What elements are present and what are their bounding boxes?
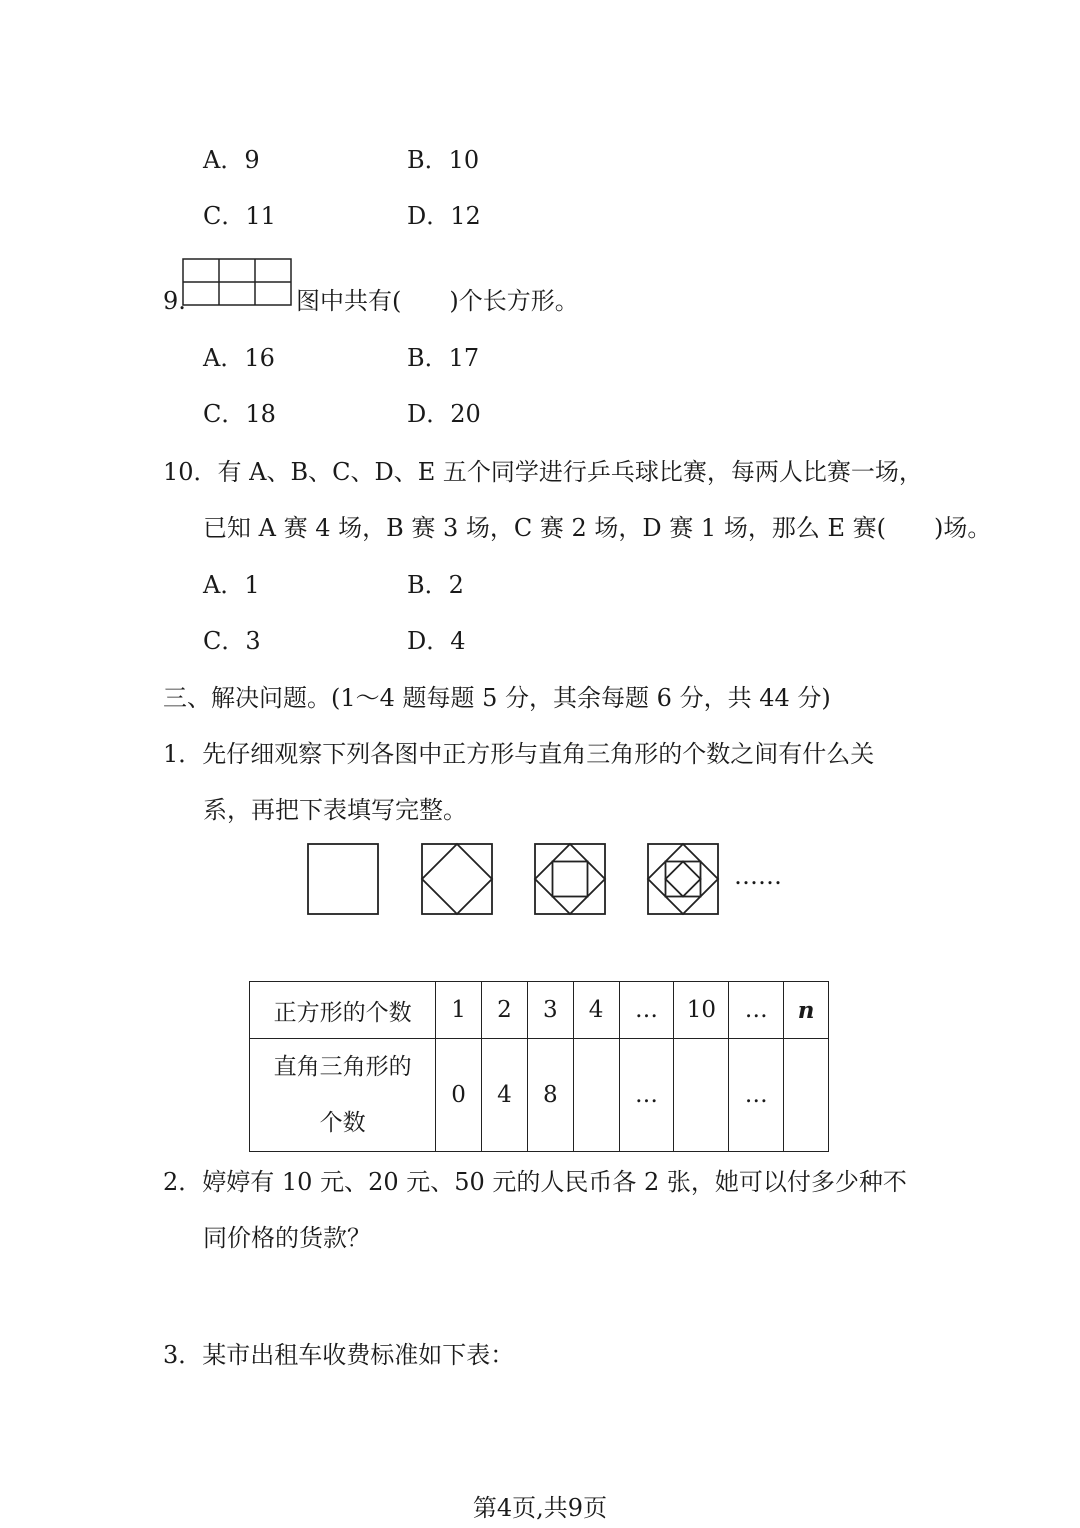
q8-option-c: C．11	[203, 202, 276, 230]
table-cell: …	[619, 982, 674, 1039]
table-cell: n	[784, 982, 829, 1039]
table-cell	[573, 1039, 619, 1152]
table-cell: …	[729, 982, 784, 1039]
table-cell: 10	[674, 982, 729, 1039]
q8-option-a: A．9	[203, 146, 260, 174]
q9-option-a: A．16	[203, 344, 275, 372]
q8-option-b: B．10	[407, 146, 480, 174]
table-cell	[784, 1039, 829, 1152]
p2-line1: 2．婷婷有 10 元、20 元、50 元的人民币各 2 张，她可以付多少种不	[163, 1168, 907, 1196]
q10-option-a: A．1	[203, 571, 260, 599]
row2-header-line2: 个数	[319, 1110, 366, 1136]
table-cell: 4	[573, 982, 619, 1039]
rectangle-grid-figure	[182, 258, 294, 308]
table-row	[250, 982, 829, 1039]
table-cell: …	[729, 1039, 784, 1152]
q9-option-b: B．17	[407, 344, 480, 372]
table-cell: 0	[436, 1039, 482, 1152]
q10-line2: 已知 A 赛 4 场，B 赛 3 场，C 赛 2 场，D 赛 1 场，那么 E 赛( )场。	[203, 514, 992, 542]
q10-line1: 10．有 A、B、C、D、E 五个同学进行乒乓球比赛，每两人比赛一场，	[163, 458, 923, 486]
q8-option-d: D．12	[407, 202, 481, 230]
p2-line2: 同价格的货款？	[203, 1224, 371, 1252]
square-figure-2	[420, 842, 496, 916]
square-triangle-table	[249, 981, 829, 1152]
q9-option-c: C．18	[203, 400, 276, 428]
q9-option-d: D．20	[407, 400, 481, 428]
row2-header-line1: 直角三角形的	[273, 1054, 412, 1080]
p1-line1: 1．先仔细观察下列各图中正方形与直角三角形的个数之间有什么关	[163, 740, 875, 768]
table-cell: …	[619, 1039, 674, 1152]
square-figure-4	[646, 842, 722, 916]
row1-header: 正方形的个数	[250, 982, 436, 1039]
table-cell: 1	[436, 982, 482, 1039]
page-footer: 第4页,共9页	[472, 1494, 608, 1522]
table-cell: 3	[527, 982, 573, 1039]
q9-number: 9.	[163, 287, 186, 315]
p3-line1: 3．某市出租车收费标准如下表：	[163, 1341, 515, 1369]
square-figure-3	[533, 842, 609, 916]
section3-title: 三、解决问题。(1～4 题每题 5 分，其余每题 6 分，共 44 分)	[163, 684, 831, 712]
q9-question: 图中共有( )个长方形。	[296, 287, 579, 315]
row2-header	[250, 1039, 436, 1152]
figures-ellipsis: ……	[734, 862, 782, 890]
table-cell: 8	[527, 1039, 573, 1152]
q10-option-d: D．4	[407, 627, 466, 655]
p1-line2: 系，再把下表填写完整。	[203, 796, 467, 824]
q10-option-c: C．3	[203, 627, 261, 655]
table-row	[250, 1039, 829, 1152]
q10-option-b: B．2	[407, 571, 464, 599]
square-figure-1	[306, 842, 382, 916]
table-cell: 2	[482, 982, 528, 1039]
table-cell	[674, 1039, 729, 1152]
table-cell: 4	[482, 1039, 528, 1152]
